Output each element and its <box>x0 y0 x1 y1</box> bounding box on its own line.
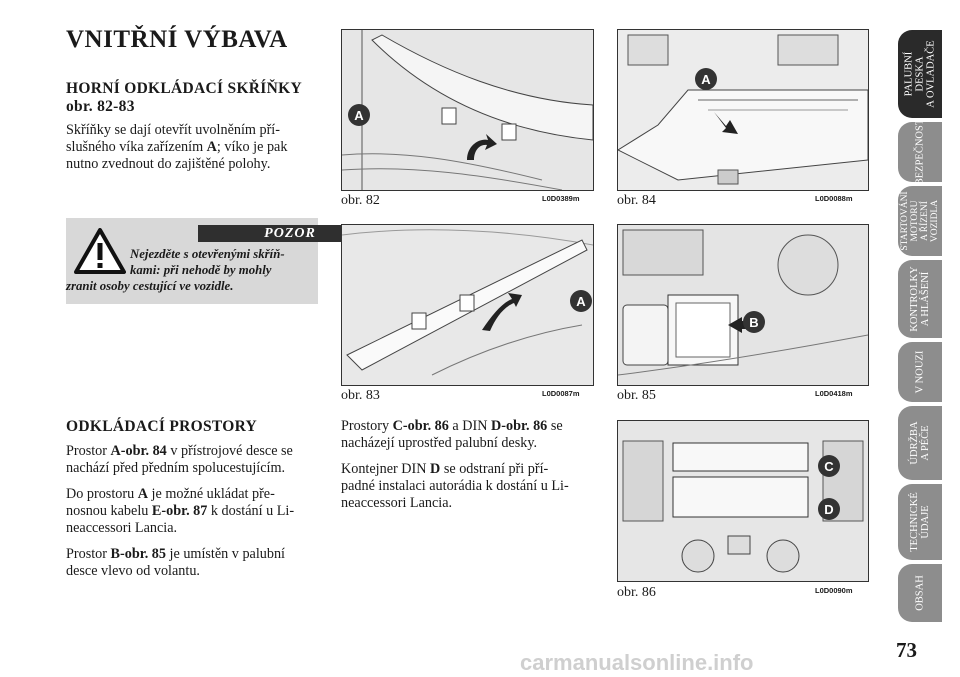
tab-label: STARTOVÁNÍ MOTORU A ŘÍZENÍ VOZIDLA <box>900 191 940 251</box>
figure-84-code: L0D0088m <box>815 194 853 203</box>
tab-label: OBSAH <box>914 575 926 611</box>
tab-technicke-udaje[interactable] <box>898 484 942 560</box>
figure-86-code: L0D0090m <box>815 586 853 595</box>
figure-84-illustration <box>618 30 868 190</box>
svg-text:A: A <box>701 72 711 87</box>
figure-83-caption: obr. 83 <box>341 388 380 403</box>
warning-text: Nejezděte s otevřenými skříň- kami: při nehodě by mohly zranit osoby cestující ve vozidle. <box>66 247 285 293</box>
figure-83-illustration <box>342 225 593 385</box>
figure-86-caption: obr. 86 <box>617 585 656 600</box>
svg-text:A: A <box>576 294 586 309</box>
marker-A-icon <box>568 288 594 314</box>
section-heading-storage: ODKLÁDACÍ PROSTORY <box>66 418 258 435</box>
figure-84-caption: obr. 84 <box>617 193 656 208</box>
svg-text:B: B <box>749 315 759 330</box>
svg-text:C: C <box>824 459 834 474</box>
figure-83 <box>341 224 594 386</box>
tab-label: PALUBNÍ DESKA A OVLADAČE <box>903 40 937 108</box>
section-figure-ref: obr. 82-83 <box>66 98 135 115</box>
tab-label: BEZPEČNOST <box>914 118 926 186</box>
figure-82 <box>341 29 594 191</box>
marker-C-icon <box>816 453 842 479</box>
tab-label: TECHNICKÉ ÚDAJE <box>909 492 931 552</box>
tab-startovani[interactable] <box>898 186 942 256</box>
tab-label: KONTROLKY A HLÁŠENÍ <box>909 266 931 332</box>
tab-kontrolky[interactable] <box>898 260 942 338</box>
page-title: VNITŘNÍ VÝBAVA <box>66 26 288 53</box>
tab-label: V NOUZI <box>914 350 926 394</box>
marker-A-icon <box>346 102 372 128</box>
watermark: carmanualsonline.info <box>520 650 754 675</box>
figure-82-caption: obr. 82 <box>341 193 380 208</box>
section2-body: Prostor A-obr. 84 v přístrojové desce se nachází před předním spolucestujícím. Do prostoru A je možné ukládat pře- nosnou kabelu E-obr. 87 k dostání u Li- neaccessori Lancia. Prostor B-obr. 85 je umístěn v palubní desce vlevo od volantu. <box>66 443 295 579</box>
tab-palubni-deska[interactable] <box>898 30 942 118</box>
figure-83-code: L0D0087m <box>542 389 580 398</box>
figure-85-code: L0D0418m <box>815 389 853 398</box>
figure-82-illustration <box>342 30 593 190</box>
tab-bezpecnost[interactable] <box>898 118 942 186</box>
tab-obsah[interactable] <box>898 564 942 622</box>
figure-84 <box>617 29 869 191</box>
marker-B-icon <box>741 309 767 335</box>
figure-82-code: L0D0389m <box>542 194 580 203</box>
page-number: 73 <box>896 638 917 662</box>
figure-85 <box>617 224 869 386</box>
figure-85-illustration <box>618 225 868 385</box>
warning-label: POZOR <box>198 225 382 242</box>
section-heading-upper-compartments: HORNÍ ODKLÁDACÍ SKŘÍŇKY <box>66 80 302 97</box>
warning-box <box>66 218 318 304</box>
marker-A-icon <box>693 66 719 92</box>
tab-udrzba[interactable] <box>898 406 942 480</box>
svg-text:A: A <box>354 108 364 123</box>
svg-text:D: D <box>824 502 834 517</box>
section1-body: Skříňky se dají otevřít uvolněním pří- slušného víka zařízením A; víko je pak nutno zvednout do zajištěné polohy. <box>66 122 288 172</box>
tab-label: ÚDRŽBA A PÉČE <box>909 421 931 465</box>
figure-85-caption: obr. 85 <box>617 388 656 403</box>
figure-86 <box>617 420 869 582</box>
section3-body: Prostory C-obr. 86 a DIN D-obr. 86 se nacházejí uprostřed palubní desky. Kontejner DIN D se odstraní při pří- padné instalaci autorádia k dostání u Li- neaccessori Lancia. <box>341 418 569 511</box>
marker-D-icon <box>816 496 842 522</box>
tab-v-nouzi[interactable] <box>898 342 942 402</box>
